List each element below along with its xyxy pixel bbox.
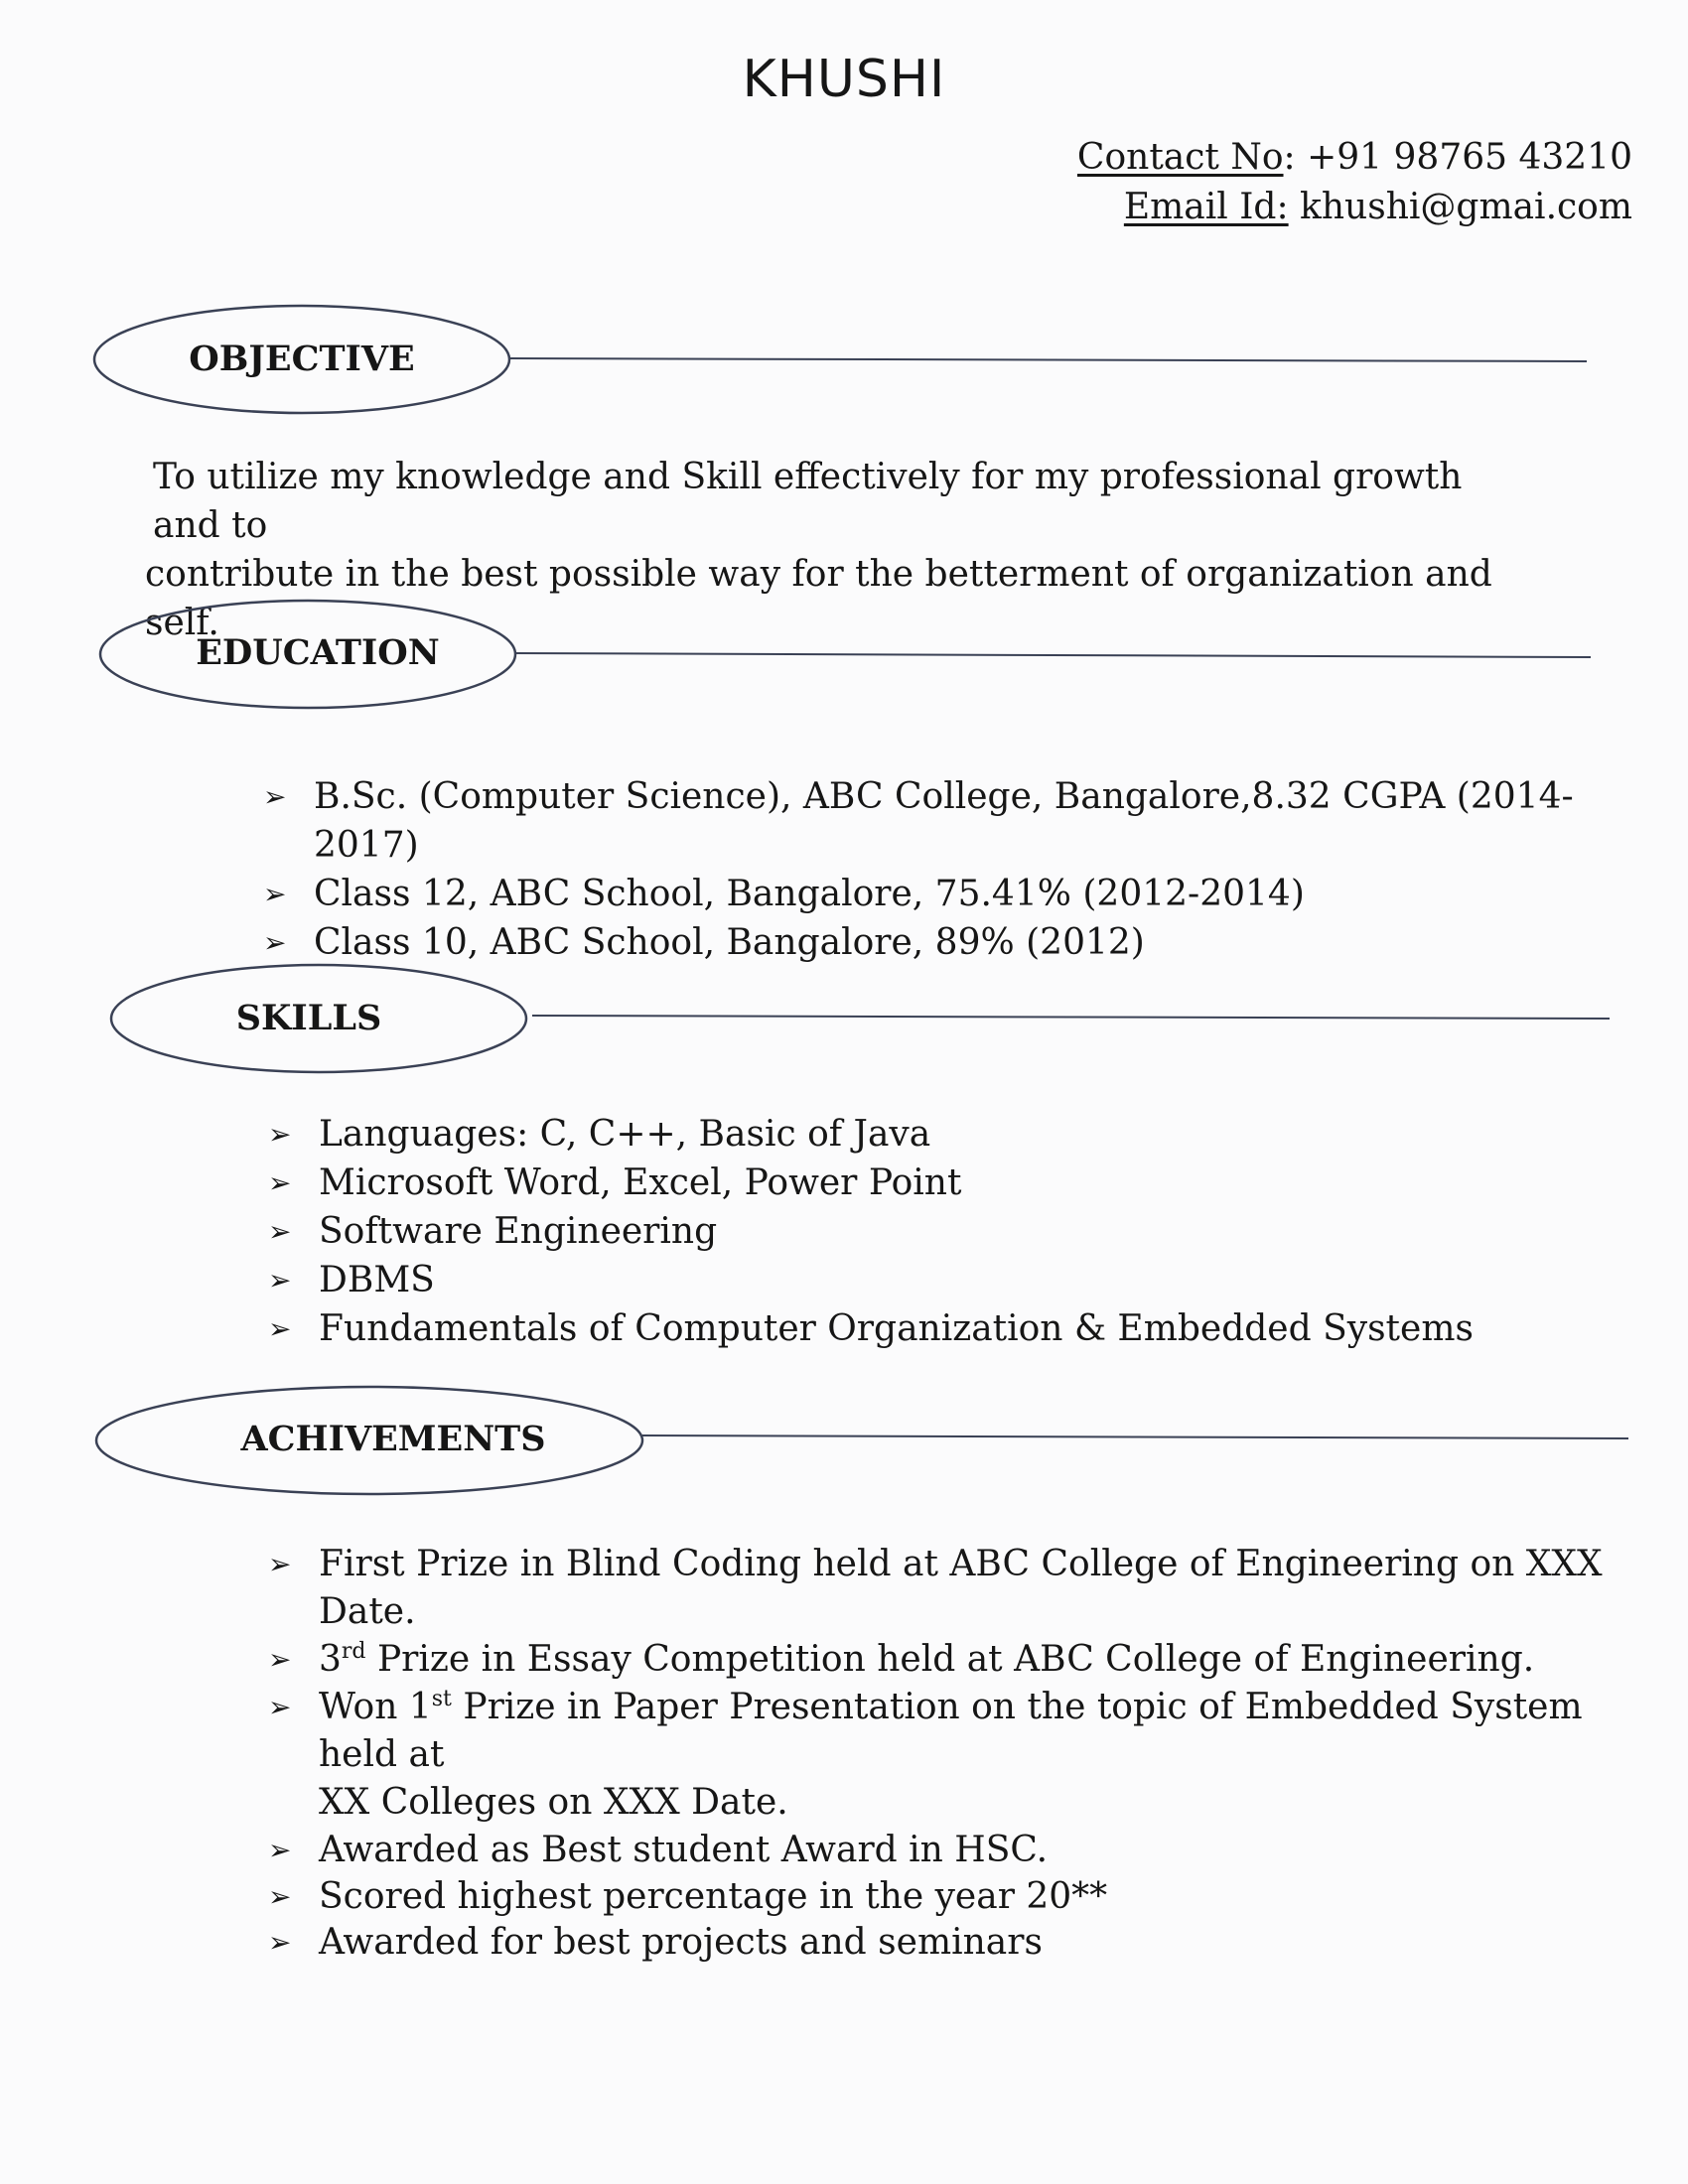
email-value: khushi@gmai.com	[1288, 187, 1632, 227]
list-item: ➢ Won 1st Prize in Paper Presentation on the topic of Embedded System held at XX Colleges on XXX Date.	[268, 1684, 1628, 1827]
list-item: ➢ Microsoft Word, Excel, Power Point	[268, 1159, 1638, 1207]
skills-heading	[110, 963, 1619, 1074]
arrow-bullet-icon: ➢	[268, 1643, 292, 1676]
arrow-bullet-icon: ➢	[268, 1312, 292, 1345]
objective-title: OBJECTIVE	[189, 339, 415, 379]
arrow-bullet-icon: ➢	[268, 1548, 292, 1580]
skills-list	[268, 1110, 1638, 1353]
email-label: Email Id:	[1123, 187, 1289, 227]
list-item: ➢ 3rd Prize in Essay Competition held at ABC College of Engineering.	[268, 1636, 1628, 1684]
list-item: ➢ Class 12, ABC School, Bangalore, 75.41% (2012-2014)	[263, 870, 1633, 918]
list-item: ➢ First Prize in Blind Coding held at ABC College of Engineering on XXX Date.	[268, 1541, 1628, 1636]
arrow-bullet-icon: ➢	[268, 1215, 292, 1248]
education-list	[263, 772, 1633, 967]
arrow-bullet-icon: ➢	[268, 1926, 292, 1959]
list-item: ➢ Languages: C, C++, Basic of Java	[268, 1110, 1638, 1159]
contact-label: Contact No	[1076, 137, 1284, 178]
candidate-name: KHUSHI	[742, 50, 946, 109]
contact-block	[1077, 133, 1632, 232]
arrow-bullet-icon: ➢	[268, 1834, 292, 1866]
list-item: ➢ Fundamentals of Computer Organization & Embedded Systems	[268, 1304, 1638, 1353]
list-item: ➢ B.Sc. (Computer Science), ABC College, Bangalore,8.32 CGPA (2014-2017)	[263, 772, 1633, 870]
list-item: ➢ Class 10, ABC School, Bangalore, 89% (2012)	[263, 918, 1633, 967]
arrow-bullet-icon: ➢	[268, 1166, 292, 1199]
achievements-list	[268, 1541, 1628, 1966]
skills-title: SKILLS	[235, 998, 382, 1038]
achievements-heading	[95, 1384, 1634, 1495]
contact-line	[1077, 133, 1632, 183]
email-line	[1077, 183, 1632, 232]
objective-heading	[93, 304, 1593, 415]
list-item: ➢ Awarded as Best student Award in HSC.	[268, 1827, 1628, 1874]
arrow-bullet-icon: ➢	[268, 1880, 292, 1913]
achievements-title: ACHIVEMENTS	[240, 1419, 546, 1459]
list-item: ➢ Awarded for best projects and seminars	[268, 1920, 1628, 1966]
arrow-bullet-icon: ➢	[268, 1118, 292, 1151]
contact-value: : +91 98765 43210	[1283, 137, 1632, 178]
arrow-bullet-icon: ➢	[263, 878, 287, 910]
education-title: EDUCATION	[196, 632, 440, 673]
arrow-bullet-icon: ➢	[268, 1264, 292, 1297]
list-item: ➢ Software Engineering	[268, 1207, 1638, 1256]
objective-line-2: contribute in the best possible way for the betterment of organization and self.	[145, 554, 1492, 643]
arrow-bullet-icon: ➢	[268, 1691, 292, 1723]
list-item: ➢ Scored highest percentage in the year 20**	[268, 1874, 1628, 1920]
objective-line-1: To utilize my knowledge and Skill effectively for my professional growth and to	[153, 457, 1463, 546]
arrow-bullet-icon: ➢	[263, 926, 287, 959]
list-item: ➢ DBMS	[268, 1256, 1638, 1304]
education-heading	[99, 598, 1599, 709]
arrow-bullet-icon: ➢	[263, 780, 287, 813]
